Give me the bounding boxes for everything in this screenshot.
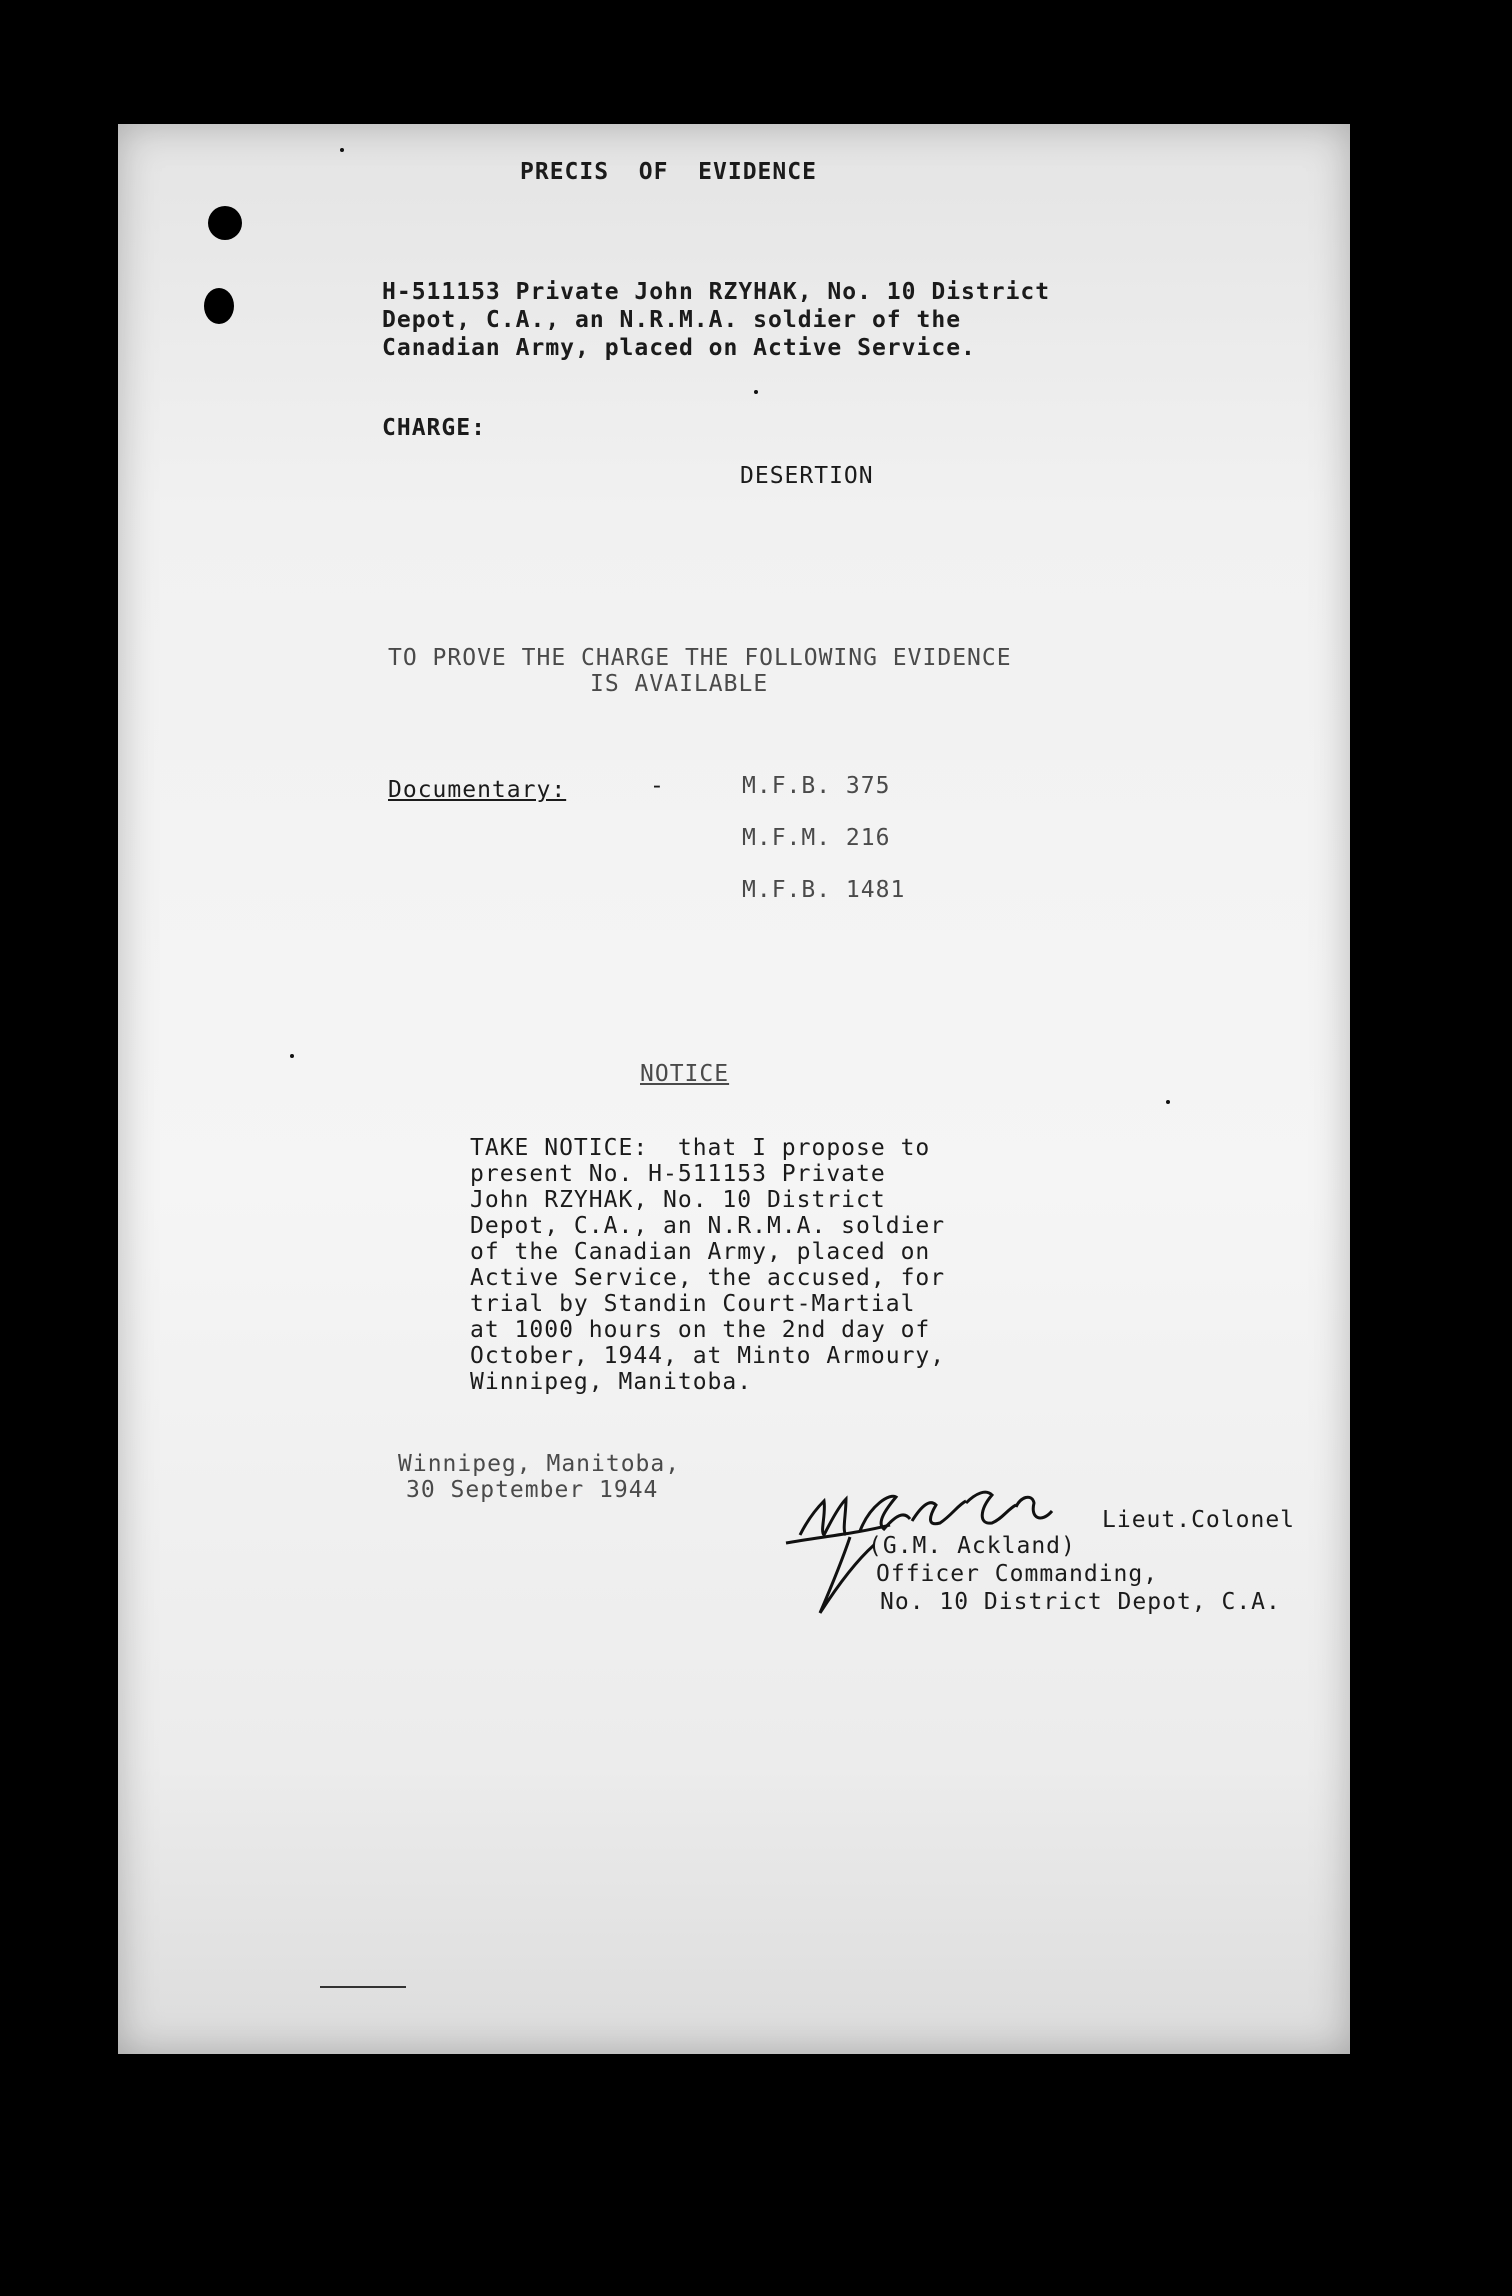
document-item: M.F.B. 375 xyxy=(742,773,891,799)
evidence-intro-line-2: IS AVAILABLE xyxy=(590,671,769,697)
header-line-2: Depot, C.A., an N.R.M.A. soldier of the xyxy=(382,307,962,333)
signatory-rank: Lieut.Colonel xyxy=(1102,1507,1296,1533)
signatory-title: Officer Commanding, xyxy=(876,1561,1159,1587)
notice-heading: NOTICE xyxy=(640,1061,730,1087)
ink-speck xyxy=(1166,1100,1170,1104)
header-line-3: Canadian Army, placed on Active Service. xyxy=(382,335,976,361)
handwritten-signature xyxy=(780,1475,1110,1625)
place-line: Winnipeg, Manitoba, xyxy=(398,1451,681,1477)
signatory-unit: No. 10 District Depot, C.A. xyxy=(880,1589,1281,1615)
punch-hole-top xyxy=(208,206,242,240)
document-item: M.F.M. 216 xyxy=(742,825,891,851)
notice-line: at 1000 hours on the 2nd day of xyxy=(470,1317,931,1343)
bottom-rule xyxy=(320,1986,406,1988)
header-line-1: H-511153 Private John RZYHAK, No. 10 District xyxy=(382,279,1051,305)
notice-line: Active Service, the accused, for xyxy=(470,1265,946,1291)
date-line: 30 September 1944 xyxy=(406,1477,659,1503)
notice-line: Winnipeg, Manitoba. xyxy=(470,1369,753,1395)
page-title: PRECIS OF EVIDENCE xyxy=(520,159,817,185)
ink-speck xyxy=(754,390,758,394)
evidence-intro-line-1: TO PROVE THE CHARGE THE FOLLOWING EVIDENCE xyxy=(388,645,1012,671)
notice-line: present No. H-511153 Private xyxy=(470,1161,886,1187)
signatory-name: (G.M. Ackland) xyxy=(868,1533,1076,1559)
notice-line: trial by Standin Court-Martial xyxy=(470,1291,916,1317)
documentary-dash: - xyxy=(650,773,665,799)
ink-speck xyxy=(340,148,344,152)
notice-line: TAKE NOTICE: that I propose to xyxy=(470,1135,931,1161)
charge-label: CHARGE: xyxy=(382,415,486,441)
document-item: M.F.B. 1481 xyxy=(742,877,906,903)
notice-line: Depot, C.A., an N.R.M.A. soldier xyxy=(470,1213,946,1239)
charge-value: DESERTION xyxy=(740,463,874,489)
document-page xyxy=(118,124,1350,2054)
notice-line: October, 1944, at Minto Armoury, xyxy=(470,1343,946,1369)
notice-line: of the Canadian Army, placed on xyxy=(470,1239,931,1265)
ink-speck xyxy=(290,1054,294,1058)
punch-hole-bottom xyxy=(204,288,234,324)
notice-line: John RZYHAK, No. 10 District xyxy=(470,1187,886,1213)
documentary-label: Documentary: xyxy=(388,777,567,803)
